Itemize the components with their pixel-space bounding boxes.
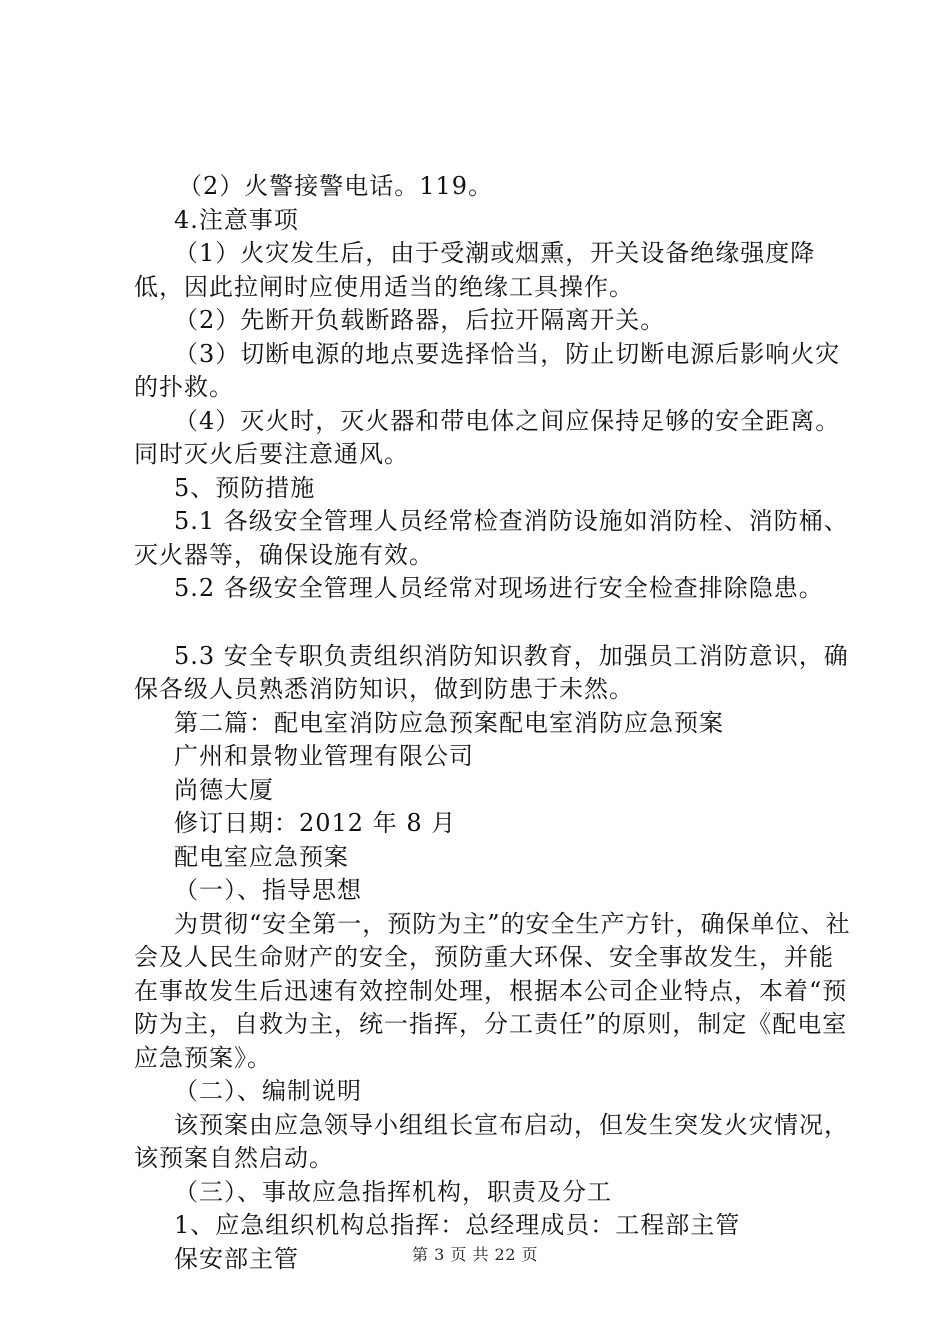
paragraph-prevention-1: 5.1 各级安全管理人员经常检查消防设施如消防栓、消防桶、灭火器等，确保设施有效。 (134, 507, 849, 569)
revision-date: 修订日期：2012 年 8 月 (174, 809, 457, 837)
paragraph-command-structure: 1、应急组织机构总指挥：总经理成员：工程部主管 (174, 1211, 741, 1239)
paragraph-prevention-2: 5.2 各级安全管理人员经常对现场进行安全检查排除隐患。 (174, 574, 824, 602)
heading-guiding-principles: （一）、指导思想 (174, 876, 362, 904)
paragraph-compilation-notes: 该预案由应急领导小组组长宣布启动，但发生突发火灾情况，该预案自然启动。 (134, 1110, 849, 1172)
company-name: 广州和景物业管理有限公司 (174, 742, 474, 770)
paragraph-precaution-1: （1）火灾发生后，由于受潮或烟熏，开关设备绝缘强度降低，因此拉闸时应使用适当的绝缘工具操作。 (134, 239, 816, 301)
paragraph-prevention-3: 5.3 安全专职负责组织消防知识教育，加强员工消防意识，确保各级人员熟悉消防知识，做到防患于未然。 (134, 641, 849, 703)
heading-precautions: 4.注意事项 (174, 205, 299, 234)
page-number-footer: 第 3 页 共 22 页 (412, 1245, 538, 1264)
paragraph-precaution-2: （2）先断开负载断路器，后拉开隔离开关。 (174, 306, 666, 334)
document-body (134, 170, 854, 1276)
heading-part-two: 第二篇：配电室消防应急预案配电室消防应急预案 (174, 708, 724, 737)
paragraph-precaution-3: （3）切断电源的地点要选择恰当，防止切断电源后影响火灾的扑救。 (134, 339, 841, 401)
paragraph-fire-alarm-phone: （2）火警接警电话。119。 (178, 172, 494, 200)
plan-title: 配电室应急预案 (174, 842, 349, 871)
building-name: 尚德大厦 (174, 775, 274, 804)
heading-prevention: 5、预防措施 (174, 473, 316, 502)
paragraph-security-manager: 保安部主管 (174, 1244, 299, 1273)
paragraph-precaution-4: （4）灭火时，灭火器和带电体之间应保持足够的安全距离。同时灭火后要注意通风。 (134, 406, 841, 468)
paragraph-guiding-principles: 为贯彻“安全第一，预防为主”的安全生产方针，确保单位、社会及人民生命财产的安全，预防重大环保、安全事故发生，并能在事故发生后迅速有效控制处理，根据本公司企业特点，本着“预防为主，自救为主，统一指挥，分工责任”的原则，制定《配电室应急预案》。 (134, 909, 851, 1072)
blank-line (134, 606, 854, 640)
heading-compilation-notes: （二）、编制说明 (174, 1077, 362, 1105)
heading-command-structure: （三）、事故应急指挥机构，职责及分工 (174, 1177, 612, 1206)
